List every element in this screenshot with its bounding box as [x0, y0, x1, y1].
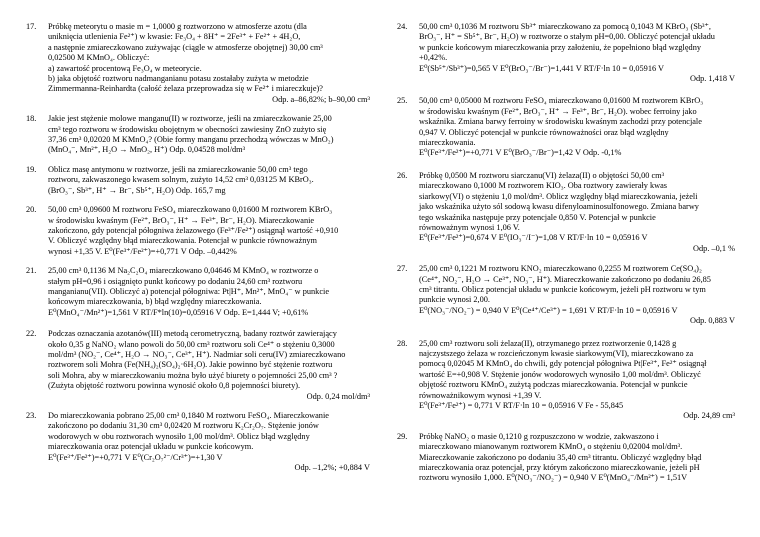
problem-number: 23. [26, 411, 37, 420]
problem-27 [397, 264, 735, 326]
problem-line: (Ce⁴⁺, NO₂⁻, H₂O → Ce³⁺, NO₃⁻, H⁺). Miareczkowanie zakończono po dodaniu 26,85 [419, 274, 711, 284]
problem-line: Zimmermanna-Reinhardta (całość żelaza przeprowadza się w Fe²⁺ i miareczkuje)? [48, 84, 323, 94]
problem-line: roztworu wynosiło 1,000. E⁰(NO₃⁻/NO₂⁻) = 0,940 V E⁰(MnO₄⁻/Mn²⁺) = 1,51V [419, 473, 688, 483]
problem-line: roztworem soli Mohra (Fe(NH₄)₂(SO₄)₂·6H₂O). Jakie powinno być stężenie roztworu [48, 360, 333, 370]
problem-line: Jakie jest stężenie molowe manganu(II) w roztworze, jeśli na zmiareczkowanie 25,00 [48, 114, 332, 124]
problem-line: miareczkowano mianowanym roztworem KMnO₄ o stężeniu 0,02004 mol/dm³. [419, 442, 683, 452]
problem-26 [397, 171, 735, 254]
problem-line: (Zużyta objętość roztworu powinna wynosić około 0,8 pojemności biurety). [48, 381, 301, 391]
problem-17 [26, 22, 370, 105]
answer: Odp. 24,89 cm³ [683, 411, 735, 421]
problem-line: objętość roztworu KMnO₄ zużytą podczas miareczkowania. Potencjał w punkcie [419, 380, 688, 390]
problem-line: pomocą 0,02045 M KMnO₄ do chwili, gdy potencjał półogniwa Pt|Fe³⁺, Fe²⁺ osiągnął [419, 359, 707, 369]
problem-line: b) jaka objętość roztworu nadmanganianu potasu zostałaby zużyta w metodzie [48, 74, 309, 84]
problem-25 [397, 96, 735, 158]
problem-line: 50,00 cm³ 0,1036 M roztworu Sb³⁺ miareczkowano za pomocą 0,1043 M KBrO₃ (Sb³⁺, [419, 22, 711, 31]
problem-number: 22. [26, 329, 37, 339]
problem-line: roztworu, zakwaszonego kwasem solnym, zużyto 14,52 cm³ 0,03125 M KBrO₃. [48, 175, 314, 185]
problem-line: równoważnikowym wynosi +1,39 V. [419, 390, 542, 400]
problem-line: Miareczkowanie zakończono po dodaniu 35,40 cm³ titrantu. Obliczyć względny błąd [419, 452, 702, 462]
answer: Odp. a–86,82%; b–90,00 cm³ [272, 94, 370, 104]
problem-line: Próbkę 0,0500 M roztworu siarczanu(VI) żelaza(II) o objętości 50,00 cm³ [419, 170, 665, 180]
problem-line: E⁰(NO₃⁻/NO₂⁻) = 0,940 V E⁰(Ce⁴⁺/Ce³⁺) = 1,691 V RT/F·ln 10 = 0,05916 V [419, 305, 678, 315]
answer: Odp. –0,1 % [693, 243, 735, 253]
problem-line: wynosi +1,35 V. E⁰(Fe³⁺/Fe²⁺)=+0,771 V Odp. –0,442% [48, 246, 237, 256]
problem-line: w punkcie końcowym miareczkowania przy założeniu, że popełniono błąd względny [419, 42, 701, 52]
problem-line: tego wskaźnika następuje przy potencjale 0,850 V. Potencjał w punkcie [419, 212, 656, 222]
problem-19 [26, 165, 370, 196]
problem-line: mol/dm³ (NO₂⁻, Ce⁴⁺, H₂O → NO₃⁻, Ce³⁺, H⁺). Nadmiar soli ceru(IV) zmiareczkowano [48, 349, 346, 359]
problem-line: 50,00 cm³ 0,05000 M roztworu FeSO₄ miareczkowano 0,01600 M roztworem KBrO₃ [419, 96, 704, 106]
problem-line: równoważnym wynosi 1,06 V. [419, 222, 520, 232]
problem-line: E⁰(Fe³⁺/Fe²⁺)=+0,771 V E⁰(BrO₃⁻/Br⁻)=1,42 V Odp. -0,1% [419, 148, 622, 158]
problem-line: 50,00 cm³ 0,09600 M roztworu FeSO₄ miareczkowano 0,01600 M roztworem KBrO₃ [48, 205, 333, 215]
problem-number: 19. [26, 164, 37, 174]
problem-line: siarkowy(VI) o stężeniu 1,0 mol/dm³. Oblicz względny błąd miareczkowania, jeżeli [419, 191, 698, 201]
problem-line: a) zawartość procentową Fe₃O₄ w meteorycie. [48, 63, 202, 73]
problem-line: V. Obliczyć względny błąd miareczkowania. Potencjał w punkcie równoważnym [48, 236, 317, 246]
problem-line: +0,42%. [419, 53, 448, 63]
problem-number: 18. [26, 114, 37, 124]
problem-line: miareczkowania oraz potencjał, przy którym zakończono miareczkowanie, jeżeli pH [419, 463, 700, 473]
problem-line: E⁰(Fe³⁺/Fe²⁺)=0,674 V E⁰(IO₃⁻/I⁻)=1,08 V RT/F·ln 10 = 0,05916 V [419, 233, 648, 243]
right-column [397, 22, 735, 484]
problem-line: około 0,35 g NaNO₂ wlano powoli do 50,00 cm³ roztworu soli Ce⁴⁺ o stężeniu 0,3000 [48, 339, 335, 349]
problem-line: Oblicz masę antymonu w roztworze, jeśli na zmiareczkowanie 50,00 cm³ tego [48, 164, 308, 174]
problem-line: miareczkowano 0,1000 M roztworem KIO₃. Oba roztwory zawierały kwas [419, 181, 668, 191]
problem-number: 24. [397, 22, 408, 31]
answer: Odp. 0,24 mol/dm³ [306, 391, 370, 401]
problem-line: soli Mohra, aby w miareczkowaniu można było użyć biurety o pojemności 25,00 cm³ ? [48, 370, 338, 380]
problem-18 [26, 114, 370, 156]
problem-line: (BrO₃⁻, Sb³⁺, H⁺ → Br⁻, Sb⁵⁺, H₂O) Odp. 165,7 mg [48, 185, 226, 195]
problem-line: w środowisku kwaśnym (Fe²⁺, BrO₃⁻, H⁺ → Fe³⁺, Br⁻, H₂O). Miareczkowanie [48, 215, 315, 225]
problem-line: najczystszego żelaza w rozcieńczonym kwasie siarkowym(VI), miareczkowano za [419, 348, 694, 358]
problem-line: a następnie zmiareczkowano zużywając (ciągle w atmosferze obojętnej) 30,00 cm³ [48, 42, 323, 52]
problem-line: E⁰(Fe³⁺/Fe²⁺)=+0,771 V E⁰(Cr₂O₇²⁻/Cr³⁺)=+1,30 V [48, 452, 223, 462]
problem-number: 27. [397, 264, 408, 274]
problem-line: uniknięcia utlenienia Fe²⁺) w kwasie: Fe₃O₄ + 8H⁺ = 2Fe³⁺ + Fe²⁺ + 4H₂O, [48, 32, 301, 42]
problem-line: E⁰(Sb⁵⁺/Sb³⁺)=0,565 V E⁰(BrO₃⁻/Br⁻)=1,441 V RT/F·ln 10 = 0,05916 V [419, 63, 665, 73]
problem-21 [26, 266, 370, 318]
problem-22 [26, 329, 370, 402]
problem-line: BrO₃⁻, H⁺ = Sb⁵⁺, Br⁻, H₂O) w roztworze o stałym pH=0,00. Obliczyć potencjał układu [419, 32, 715, 42]
problem-number: 25. [397, 96, 408, 106]
problem-number: 26. [397, 170, 408, 180]
problem-line: wartość E=+0,908 V. Stężenie jonów wodorowych wynosiło 1,00 mol/dm³. Obliczyć [419, 369, 701, 379]
problem-line: stałym pH=0,96 i osiągnięto punkt końcowy po dodaniu 24,60 cm³ roztworu [48, 276, 303, 286]
left-column [26, 22, 370, 473]
problem-20 [26, 205, 370, 257]
problem-number: 28. [397, 338, 408, 348]
problem-number: 20. [26, 205, 37, 215]
problem-line: Do miareczkowania pobrano 25,00 cm³ 0,1840 M roztworu FeSO₄. Miareczkowanie [48, 411, 329, 420]
problem-number: 17. [26, 22, 37, 31]
problem-29 [397, 432, 735, 484]
problem-line: 25,00 cm³ roztworu soli żelaza(II), otrzymanego przez roztworzenie 0,1428 g [419, 338, 677, 348]
problem-line: Podczas oznaczania azotanów(III) metodą cerometryczną, badany roztwór zawierający [48, 329, 337, 339]
problem-line: wodorowych w obu roztworach wynosiło 1,00 mol/dm³. Oblicz błąd względny [48, 431, 310, 441]
problem-line: manganianu(VII). Obliczyć a) potencjał półogniwa: Pt|H⁺, Mn²⁺, MnO₄⁻ w punkcie [48, 286, 330, 296]
answer: Odp. 1,418 V [689, 74, 735, 84]
problem-24 [397, 22, 735, 84]
problem-number: 29. [397, 431, 408, 441]
problem-line: cm³ tego roztworu w środowisku obojętnym w obecności zawiesiny ZnO zużyto się [48, 124, 327, 134]
answer: Odp. 0,883 V [689, 316, 735, 326]
problem-line: miareczkowania oraz potencjał układu w punkcie końcowym. [48, 442, 254, 452]
answer: Odp. –1,2%; +0,884 V [294, 463, 370, 473]
problem-line: (MnO₄⁻, Mn²⁺, H₂O → MnO₂, H⁺) Odp. 0,04528 mol/dm³ [48, 145, 246, 155]
problem-28 [397, 339, 735, 422]
problem-line: 37,36 cm³ 0,02020 M KMnO₄? (Obie formy manganu przechodzą wówczas w MnO₂) [48, 135, 334, 145]
problem-line: 0,947 V. Obliczyć potencjał w punkcie równoważności oraz błąd względny [419, 127, 669, 137]
problem-line: 25,00 cm³ 0,1221 M roztworu KNO₂ miareczkowano 0,2255 M roztworem Ce(SO₄)₂ [419, 264, 702, 274]
problem-line: 25,00 cm³ 0,1136 M Na₂C₂O₄ miareczkowano 0,04646 M KMnO₄ w roztworze o [48, 266, 319, 276]
problem-line: w środowisku kwaśnym (Fe²⁺, BrO₃⁻, H⁺ → Fe³⁺, Br⁻, H₂O). wobec ferroiny jako [419, 106, 697, 116]
problem-23 [26, 411, 370, 473]
problem-line: jako wskaźnika użyto sól sodową kwasu difenyloaminosulfonowego. Zmiana barwy [419, 202, 699, 212]
problem-line: końcowym miareczkowania, b) błąd względny miareczkowania. [48, 297, 262, 307]
problem-number: 21. [26, 266, 37, 276]
problem-line: Próbkę meteorytu o masie m = 1,0000 g roztworzono w atmosferze azotu (dla [48, 22, 307, 31]
problem-line: 0,02500 M KMnO₄. Obliczyć: [48, 53, 150, 63]
problem-line: miareczkowania. [419, 138, 476, 148]
problem-line: cm³ titrantu. Oblicz potencjał układu w punkcie końcowym, jeżeli pH roztworu w tym [419, 284, 706, 294]
problem-line: punkcie wynosi 2,00. [419, 295, 490, 305]
problem-line: wskaźnika. Zmiana barwy ferroiny w środowisku kwaśnym zachodzi przy potencjale [419, 117, 702, 127]
problem-line: zakończono, gdy potencjał półogniwa żelazowego (Fe³⁺/Fe²⁺) osiągnął wartość +0,910 [48, 225, 339, 235]
problem-line: E⁰(Fe³⁺/Fe²⁺) = 0,771 V RT/F·ln 10 = 0,05916 V Fe - 55,845 [419, 401, 624, 410]
problem-line: E⁰(MnO₄⁻/Mn²⁺)=1,561 V RT/F*ln(10)=0,05916 V Odp. E=1,444 V; +0,61% [48, 307, 309, 317]
problem-line: zakończono po dodaniu 31,30 cm³ 0,02420 M roztworu K₂Cr₂O₇. Stężenie jonów [48, 421, 319, 431]
problem-line: Próbkę NaNO₂ o masie 0,1210 g rozpuszczono w wodzie, zakwaszono i [419, 431, 659, 441]
